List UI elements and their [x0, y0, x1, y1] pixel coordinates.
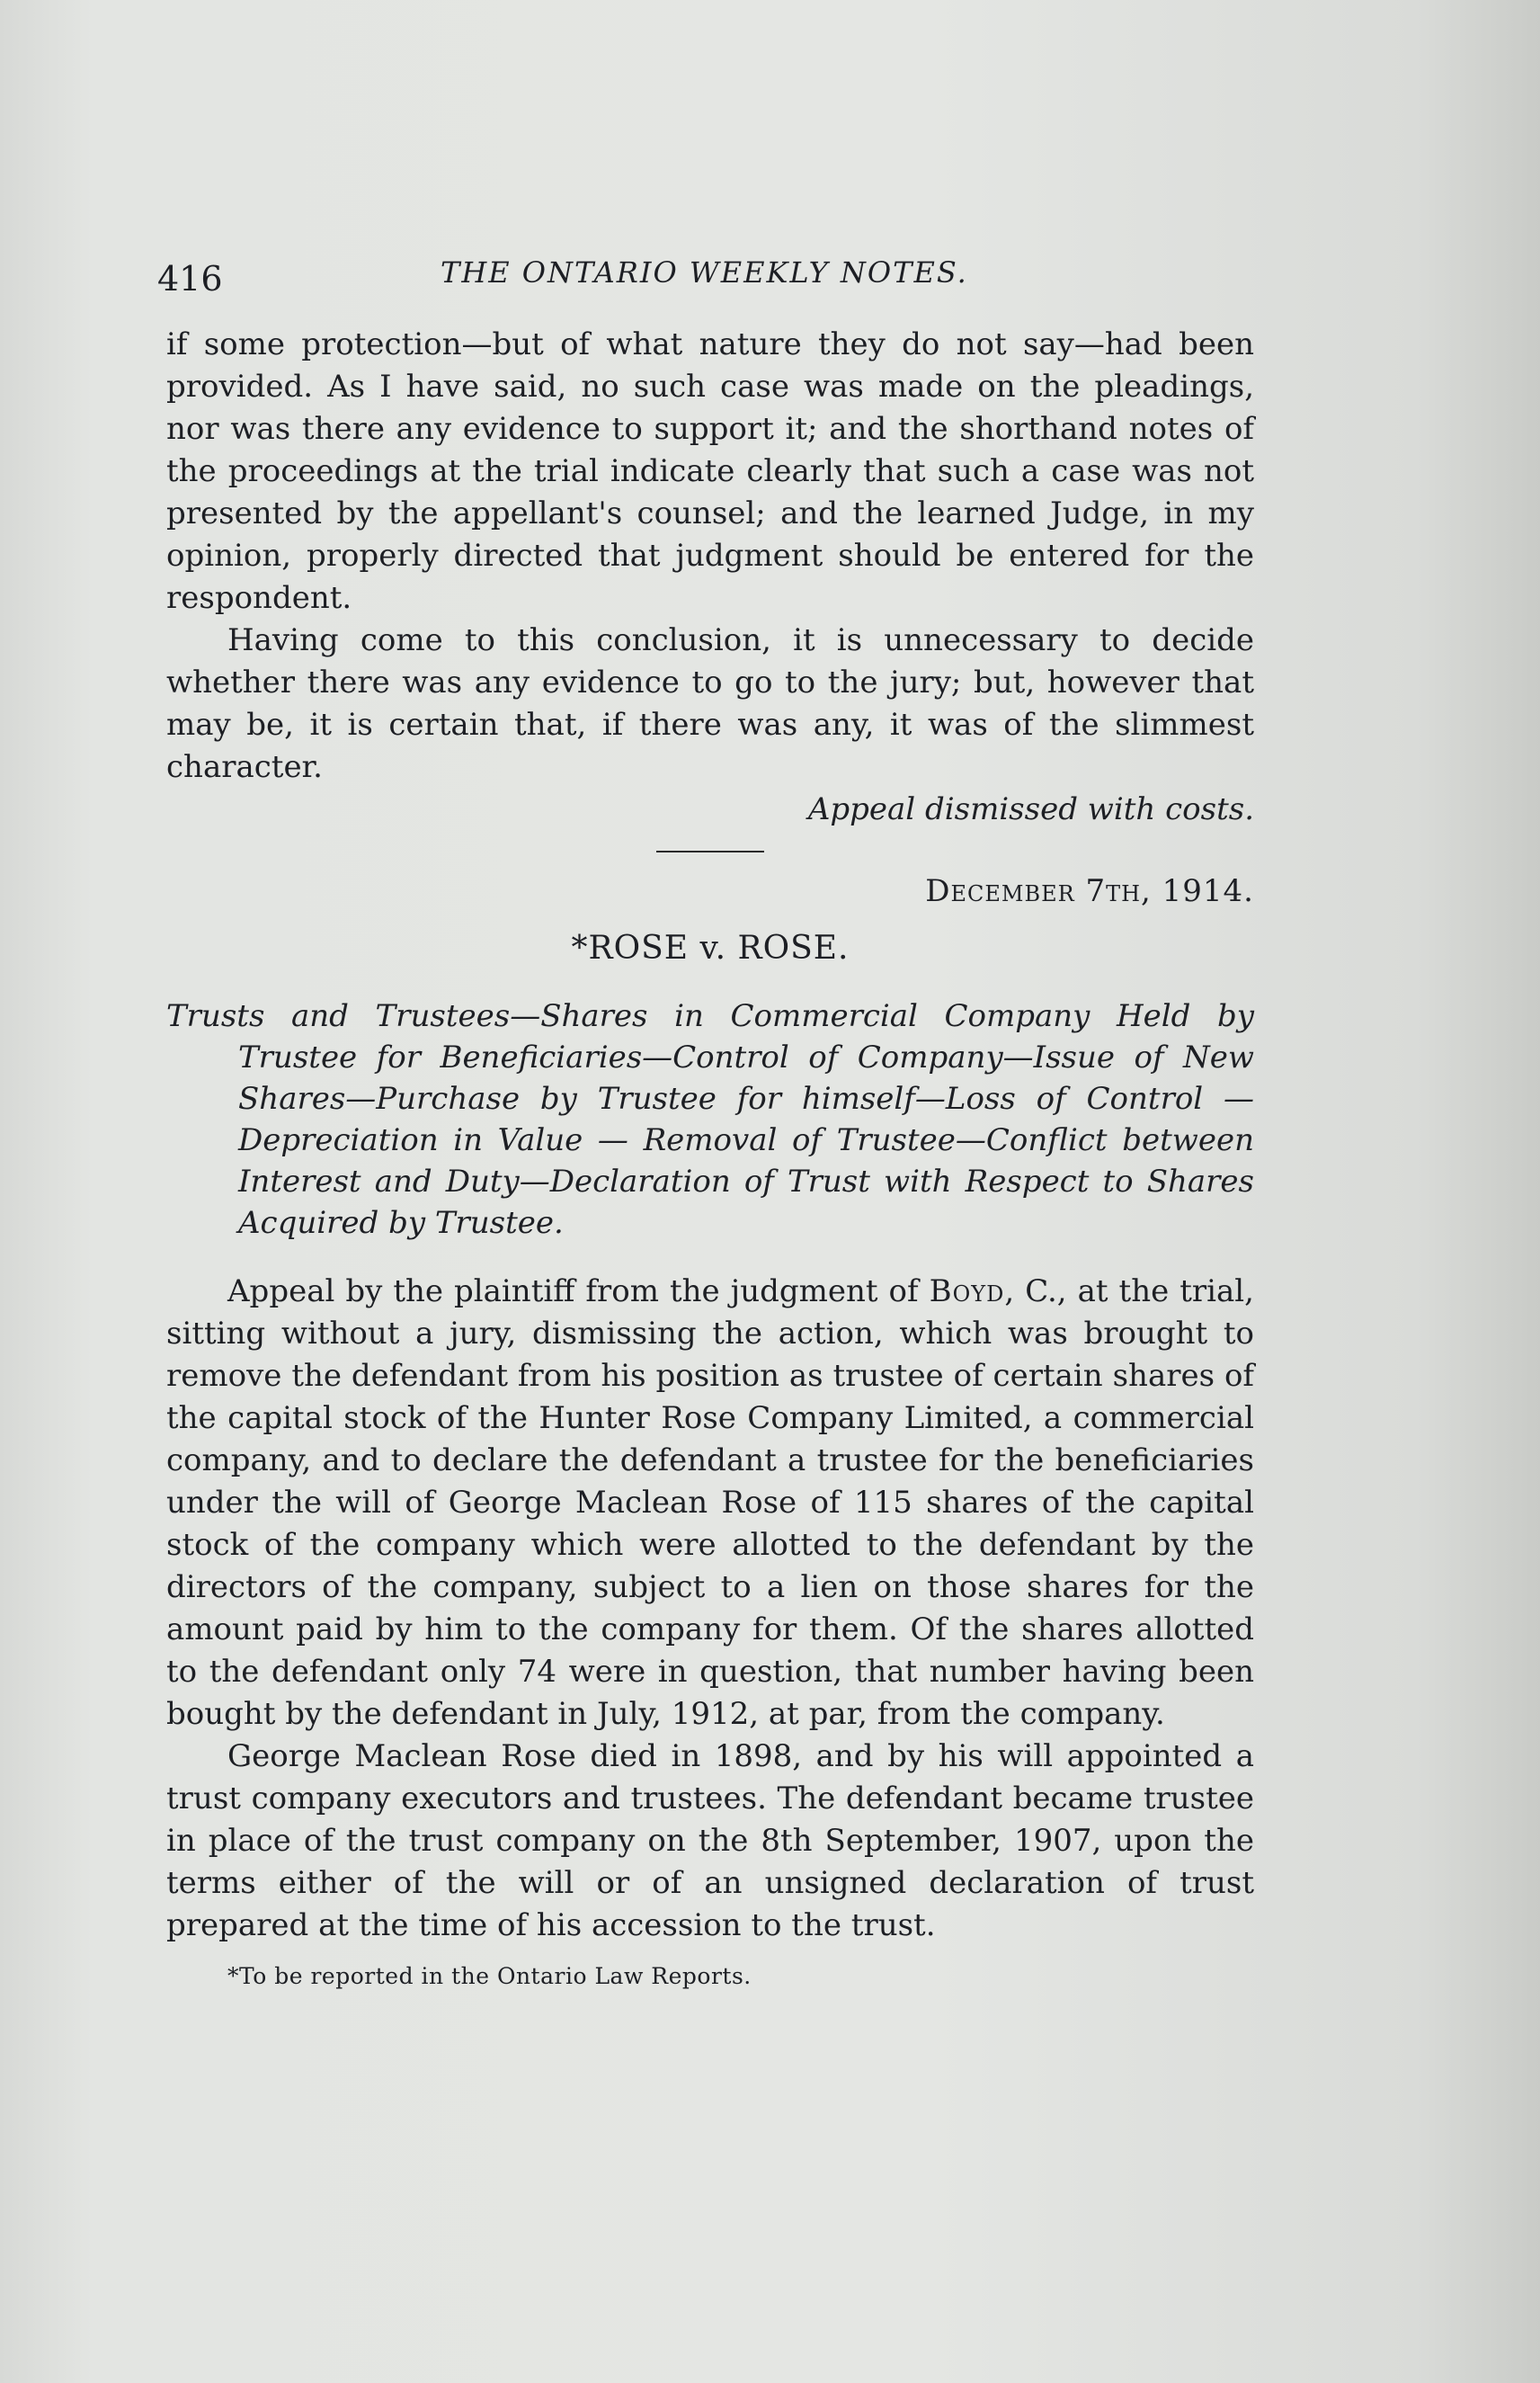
footnote: *To be reported in the Ontario Law Reports. [227, 1963, 752, 1989]
paragraph-conclusion: Having come to this conclusion, it is unnecessary to decide whether there was any evidence to go to the jury; but, however that may be, it is certain that, if there was any, it was of the slimmest character. [166, 622, 1254, 785]
page-header [157, 252, 1254, 306]
page-number: 416 [157, 259, 223, 299]
running-title: THE ONTARIO WEEKLY NOTES. [441, 255, 968, 290]
case-date: December 7th, 1914. [925, 873, 1254, 909]
appeal-text-start: Appeal by the plaintiff from the judgment of [227, 1273, 919, 1309]
case-headnote: Trusts and Trustees—Shares in Commercial Company Held by Trustee for Beneficiaries—Control of Company—Issue of New Shares—Purchase by Trustee for himself—Loss of Control — Depreciation in Value — Removal of Trustee—Conflict between Interest and Duty—Declaration of Trust with Respect to Shares Acquired by Trustee. [166, 998, 1254, 1241]
judge-name: Boyd [929, 1273, 1005, 1309]
page-body [166, 324, 1254, 1992]
paragraph-facts: George Maclean Rose died in 1898, and by his will appointed a trust company executors and trustees. The defendant became trustee in place of the trust company on the 8th September, 1907, upon the terms either of the will or of an unsigned declaration of trust prepared at the time of his accession to the trust. [166, 1738, 1254, 1943]
paragraph-appeal [166, 1271, 1254, 1736]
paragraph-continuation: if some protection—but of what nature they do not say—had been provided. As I have said, no such case was made on the pleadings, nor was there any evidence to support it; and the shorthand notes of the proceedings at the trial indicate clearly that such a case was not presented by the appellant's counsel; and the learned Judge, in my opinion, properly directed that judgment should be entered for the respondent. [166, 326, 1254, 616]
disposition: Appeal dismissed with costs. [807, 791, 1254, 827]
section-divider [656, 851, 764, 852]
appeal-text-rest: , C., at the trial, sitting without a jury, dismissing the action, which was brought to remove the defendant from his position as trustee of certain shares of the capital stock of the Hunter Rose Company Limited, a commercial company, and to declare the defendant a trustee for the beneficiaries under the will of George Maclean Rose of 115 shares of the capital stock of the company which were allotted to the defendant by the directors of the company, subject to a lien on those shares for the amount paid by him to the company for them. Of the shares allotted to the defendant only 74 were in question, that number having been bought by the defendant in July, 1912, at par, from the company. [166, 1273, 1254, 1732]
case-title: *ROSE v. ROSE. [571, 930, 850, 967]
